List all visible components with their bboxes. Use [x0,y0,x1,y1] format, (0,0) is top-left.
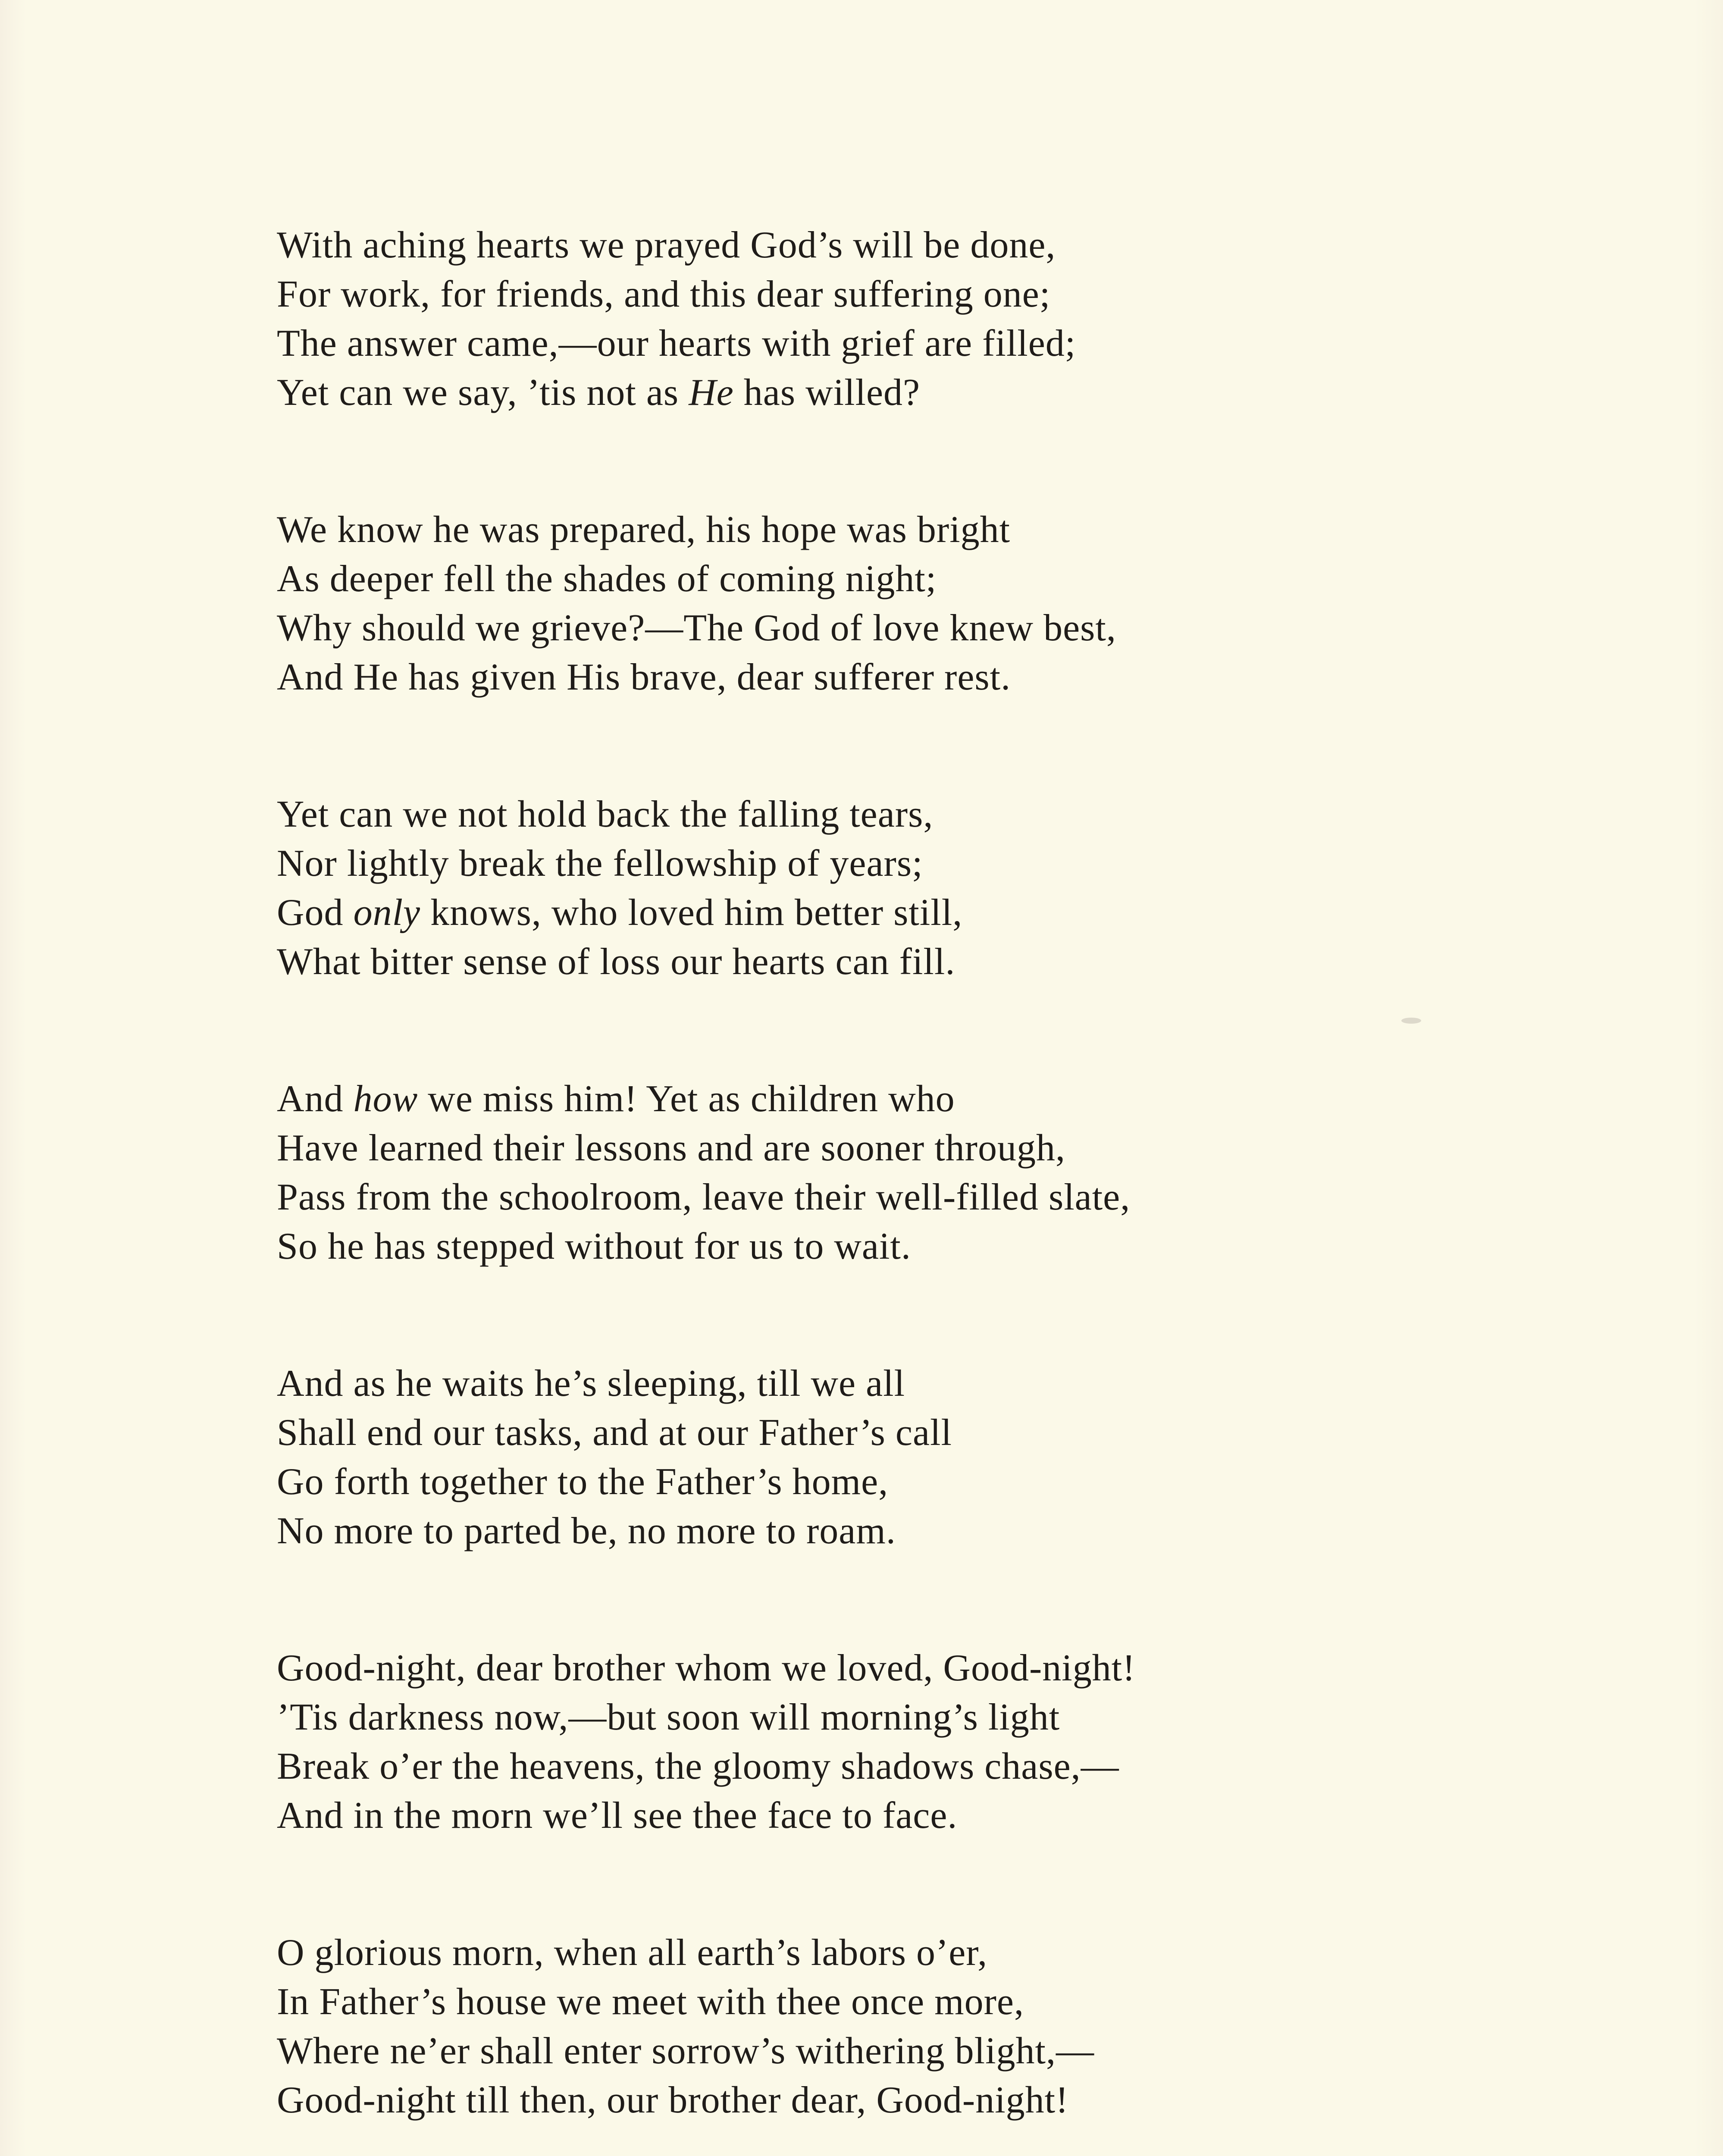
poem-line: Good-night, dear brother whom we loved, Good-night! [277,1647,1136,1689]
stanza [277,1644,1484,1840]
poem-line: So he has stepped without for us to wait. [277,1225,911,1267]
poem-line: We know he was prepared, his hope was bright [277,509,1011,551]
stanza [277,1928,1484,2125]
stanza [277,1075,1484,1271]
poem-line: Why should we grieve?—The God of love knew best, [277,607,1116,649]
line-text: knows, who loved him better still, [420,892,963,934]
poem-line: Pass from the schoolroom, leave their well-filled slate, [277,1176,1131,1218]
poem-line: O glorious morn, when all earth’s labors o’er, [277,1932,988,1974]
stanza [277,221,1484,417]
line-text: Yet can we say, ’tis not as [277,372,689,414]
poem-line: And He has given His brave, dear sufferer rest. [277,656,1011,698]
poem-line [277,368,1484,417]
italic-emphasis: only [353,892,421,934]
poem-line: Where ne’er shall enter sorrow’s withering blight,— [277,2030,1094,2072]
poem-line: Go forth together to the Father’s home, [277,1461,889,1503]
poem-line: Have learned their lessons and are sooner through, [277,1127,1065,1169]
poem-line: Break o’er the heavens, the gloomy shadows chase,— [277,1745,1119,1787]
stanza [277,790,1484,987]
stanza [277,505,1484,702]
poem-line: With aching hearts we prayed God’s will be done, [277,224,1056,266]
poem-line: As deeper fell the shades of coming night; [277,558,937,600]
poem-line: And as he waits he’s sleeping, till we all [277,1363,905,1404]
poem-line: No more to parted be, no more to roam. [277,1510,896,1552]
italic-emphasis: how [353,1078,418,1120]
poem-line: And in the morn we’ll see thee face to face. [277,1795,958,1836]
poem-line: Yet can we not hold back the falling tears, [277,793,934,835]
stanza [277,1359,1484,1556]
poem-line: What bitter sense of loss our hearts can fill. [277,941,955,983]
italic-emphasis: He [689,372,734,414]
line-text: has willed? [733,372,921,414]
poem-body [277,221,1484,2125]
poem-line: Good-night till then, our brother dear, Good-night! [277,2079,1069,2121]
poem-line: ’Tis darkness now,—but soon will morning’s light [277,1696,1060,1738]
line-text: we miss him! Yet as children who [418,1078,955,1120]
poem-line [277,888,1484,937]
line-text: And [277,1078,354,1120]
poem-line: The answer came,—our hearts with grief are filled; [277,323,1076,364]
poem-line: In Father’s house we meet with thee once more, [277,1981,1024,2023]
poem-line: Nor lightly break the fellowship of years; [277,843,923,884]
poem-line [277,1075,1484,1124]
poem-line: Shall end our tasks, and at our Father’s call [277,1412,952,1454]
poem-line: For work, for friends, and this dear suffering one; [277,273,1051,315]
line-text: God [277,892,354,934]
